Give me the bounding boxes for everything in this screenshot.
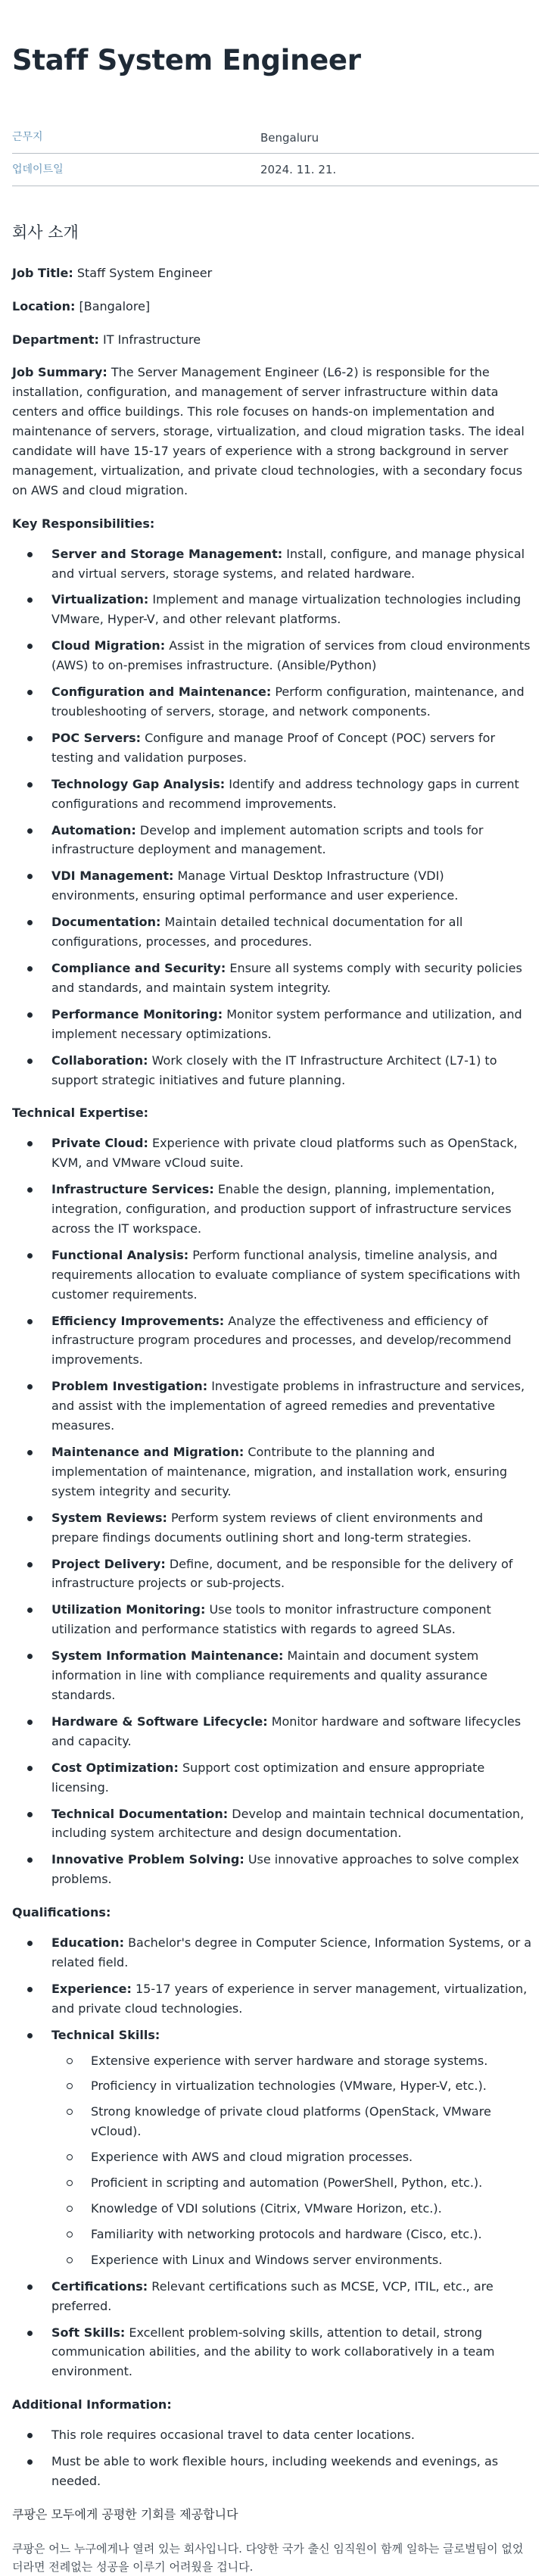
item-label: Documentation: bbox=[51, 915, 161, 930]
list-item bbox=[51, 1442, 533, 1502]
list-item bbox=[51, 1180, 533, 1239]
item-label: Efficiency Improvements: bbox=[51, 1313, 225, 1328]
item-label: Configuration and Maintenance: bbox=[51, 685, 272, 700]
meta-row-updated bbox=[12, 154, 539, 186]
item-text: Support cost optimization and ensure appropriate licensing. bbox=[51, 1760, 485, 1795]
item-text: Monitor hardware and software lifecycles and capacity. bbox=[51, 1714, 522, 1748]
item-label: Compliance and Security: bbox=[51, 960, 226, 975]
item-label: System Reviews: bbox=[51, 1510, 167, 1525]
job-title-line bbox=[12, 264, 533, 283]
list-item bbox=[51, 1933, 533, 1973]
list-item bbox=[51, 1979, 533, 2019]
item-text: Experience with private cloud platforms such as OpenStack, KVM, and VMware vCloud suite. bbox=[51, 1136, 518, 1171]
location-value: [Bangalore] bbox=[79, 298, 151, 313]
meta-row-location bbox=[12, 129, 539, 154]
item-text: Perform configuration, maintenance, and troubleshooting of servers, storage, and network components. bbox=[51, 685, 525, 719]
list-item bbox=[51, 2026, 533, 2270]
item-text: Monitor system performance and utilization, and implement necessary optimizations. bbox=[51, 1006, 522, 1041]
job-meta-table bbox=[12, 129, 539, 186]
list-item bbox=[51, 590, 533, 629]
qualifications-list bbox=[12, 1933, 533, 2381]
location-line bbox=[12, 297, 533, 317]
list-item bbox=[51, 1804, 533, 1844]
technical-skills-list bbox=[51, 2051, 533, 2270]
department-value: IT Infrastructure bbox=[102, 332, 201, 347]
list-item bbox=[51, 1246, 533, 1305]
list-item: Experience with Linux and Windows server environments. bbox=[91, 2250, 533, 2270]
item-text: Perform system reviews of client environments and prepare findings documents outlining short and long-term strategies. bbox=[51, 1510, 484, 1545]
item-text: Define, document, and be responsible for the delivery of infrastructure projects or sub-projects. bbox=[51, 1556, 513, 1591]
item-label: Problem Investigation: bbox=[51, 1379, 208, 1394]
list-item: Experience with AWS and cloud migration processes. bbox=[91, 2147, 533, 2167]
job-summary bbox=[12, 363, 533, 500]
item-text: Implement and manage virtualization technologies including VMware, Hyper-V, and other relevant platforms. bbox=[51, 592, 522, 627]
list-item: This role requires occasional travel to data center locations. bbox=[51, 2425, 533, 2445]
list-item bbox=[51, 1646, 533, 1705]
list-item bbox=[51, 912, 533, 952]
list-item bbox=[51, 1508, 533, 1548]
equal-opportunity-title: 쿠팡은 모두에게 공평한 기회를 제공합니다 bbox=[12, 2506, 238, 2521]
item-text: Investigate problems in infrastructure and services, and assist with the implementation of agreed remedies and preventative measures. bbox=[51, 1379, 525, 1433]
item-label: Utilization Monitoring: bbox=[51, 1602, 206, 1617]
item-text: Use tools to monitor infrastructure component utilization and performance statistics with regards to agreed SLAs. bbox=[51, 1602, 491, 1637]
responsibilities-title: Key Responsibilities: bbox=[12, 516, 155, 531]
item-text: Enable the design, planning, implementation, integration, configuration, and production support of infrastructure services across the IT workspace. bbox=[51, 1182, 512, 1236]
job-title-value: Staff System Engineer bbox=[76, 265, 213, 280]
item-label: System Information Maintenance: bbox=[51, 1648, 284, 1664]
list-item bbox=[51, 1850, 533, 1889]
item-text: Contribute to the planning and implementation of maintenance, migration, and installation work, ensuring system integrity and security. bbox=[51, 1445, 508, 1499]
item-text: Develop and maintain technical documentation, including system architecture and design documentation. bbox=[51, 1806, 525, 1841]
list-item: Familiarity with networking protocols and hardware (Cisco, etc.). bbox=[91, 2225, 533, 2244]
item-label: Certifications: bbox=[51, 2278, 148, 2294]
list-item bbox=[51, 2323, 533, 2382]
list-item bbox=[51, 866, 533, 906]
list-item bbox=[51, 1051, 533, 1090]
item-label: Maintenance and Migration: bbox=[51, 1445, 244, 1459]
list-item bbox=[51, 1134, 533, 1173]
list-item: Proficient in scripting and automation (PowerShell, Python, etc.). bbox=[91, 2173, 533, 2193]
job-title-label: Job Title: bbox=[12, 265, 73, 280]
item-label: Collaboration: bbox=[51, 1053, 148, 1068]
item-label: Technology Gap Analysis: bbox=[51, 776, 226, 791]
item-text: Work closely with the IT Infrastructure Architect (L7-1) to support strategic initiatives and future planning. bbox=[51, 1053, 497, 1087]
item-label: Private Cloud: bbox=[51, 1136, 148, 1151]
item-label: Cloud Migration: bbox=[51, 638, 166, 653]
item-label: Server and Storage Management: bbox=[51, 546, 283, 561]
item-text: Configure and manage Proof of Concept (POC) servers for testing and validation purposes. bbox=[51, 730, 496, 765]
meta-value-updated: 2024. 11. 21. bbox=[260, 163, 337, 177]
job-summary-label: Job Summary: bbox=[12, 365, 107, 380]
department-label: Department: bbox=[12, 332, 99, 347]
meta-key-location: 근무지 bbox=[12, 131, 43, 144]
item-label: Soft Skills: bbox=[51, 2325, 126, 2340]
list-item bbox=[51, 1377, 533, 1436]
list-item bbox=[51, 1600, 533, 1639]
list-item bbox=[51, 959, 533, 998]
expertise-list bbox=[12, 1134, 533, 1889]
item-label: Cost Optimization: bbox=[51, 1760, 179, 1775]
meta-value-location: Bengaluru bbox=[260, 131, 319, 145]
item-label: Experience: bbox=[51, 1981, 132, 1996]
item-text: Assist in the migration of services from cloud environments (AWS) to on-premises infrastructure. (Ansible/Python) bbox=[51, 638, 531, 673]
list-item: Strong knowledge of private cloud platforms (OpenStack, VMware vCloud). bbox=[91, 2102, 533, 2141]
item-label: Automation: bbox=[51, 822, 136, 837]
item-label: Technical Documentation: bbox=[51, 1806, 229, 1821]
list-item bbox=[51, 682, 533, 722]
item-label: POC Servers: bbox=[51, 730, 141, 745]
list-item bbox=[51, 821, 533, 860]
list-item bbox=[51, 1712, 533, 1751]
list-item: Extensive experience with server hardware and storage systems. bbox=[91, 2051, 533, 2071]
list-item bbox=[51, 728, 533, 768]
expertise-title: Technical Expertise: bbox=[12, 1106, 149, 1121]
item-label: Education: bbox=[51, 1935, 124, 1951]
item-text: Use innovative approaches to solve complex problems. bbox=[51, 1852, 519, 1887]
department-line bbox=[12, 330, 533, 350]
list-item bbox=[51, 1555, 533, 1594]
list-item bbox=[51, 636, 533, 675]
qualifications-title: Qualifications: bbox=[12, 1905, 111, 1920]
additional-info-list bbox=[12, 2425, 533, 2491]
item-text: 15-17 years of experience in server management, virtualization, and private cloud technologies. bbox=[51, 1981, 528, 2016]
list-item: Knowledge of VDI solutions (Citrix, VMware Horizon, etc.). bbox=[91, 2199, 533, 2219]
item-text: Ensure all systems comply with security policies and standards, and maintain system integrity. bbox=[51, 960, 522, 995]
page-title: Staff System Engineer bbox=[12, 44, 361, 76]
job-summary-text: The Server Management Engineer (L6-2) is responsible for the installation, configuration, and management of server infrastructure within data centers and office buildings. This role focuses on hands-on implementation and maintenance of servers, storage, virtualization, and cloud migration tasks. The ideal candidate will have 15-17 years of experience with a strong background in server management, virtualization, and private cloud technologies, with a secondary focus on AWS and cloud migration. bbox=[12, 365, 525, 497]
item-label: Technical Skills: bbox=[51, 2027, 160, 2042]
item-text: Manage Virtual Desktop Infrastructure (VDI) environments, ensuring optimal performance and user experience. bbox=[51, 869, 459, 903]
meta-key-updated: 업데이트일 bbox=[12, 164, 64, 176]
responsibilities-list bbox=[12, 544, 533, 1090]
item-label: Functional Analysis: bbox=[51, 1247, 189, 1262]
item-label: Hardware & Software Lifecycle: bbox=[51, 1714, 268, 1729]
list-item bbox=[51, 2277, 533, 2316]
company-intro-heading: 회사 소개 bbox=[12, 223, 79, 242]
item-label: Project Delivery: bbox=[51, 1556, 166, 1571]
location-label: Location: bbox=[12, 298, 76, 313]
item-text: Analyze the effectiveness and efficiency of infrastructure program procedures and processes, and develop/recommend improvements. bbox=[51, 1313, 512, 1368]
list-item bbox=[51, 1005, 533, 1044]
item-text: Bachelor's degree in Computer Science, Information Systems, or a related field. bbox=[51, 1935, 532, 1969]
item-text: Identify and address technology gaps in current configurations and recommend improvements. bbox=[51, 776, 519, 811]
list-item bbox=[51, 544, 533, 584]
item-text: Develop and implement automation scripts and tools for infrastructure deployment and management. bbox=[51, 822, 484, 857]
item-text: Maintain detailed technical documentation for all configurations, processes, and procedures. bbox=[51, 915, 463, 950]
item-text: Excellent problem-solving skills, attention to detail, strong communication abilities, and the ability to work collaboratively in a team environment. bbox=[51, 2325, 495, 2379]
item-text: Install, configure, and manage physical and virtual servers, storage systems, and related hardware. bbox=[51, 546, 525, 581]
list-item: Must be able to work flexible hours, including weekends and evenings, as needed. bbox=[51, 2452, 533, 2491]
additional-info-title: Additional Information: bbox=[12, 2397, 172, 2412]
list-item bbox=[51, 775, 533, 814]
item-label: Innovative Problem Solving: bbox=[51, 1852, 244, 1867]
item-text: Relevant certifications such as MCSE, VCP, ITIL, etc., are preferred. bbox=[51, 2278, 494, 2313]
item-label: Performance Monitoring: bbox=[51, 1006, 223, 1021]
item-label: Virtualization: bbox=[51, 592, 149, 607]
equal-opportunity-text: 쿠팡은 어느 누구에게나 열려 있는 회사입니다. 다양한 국가 출신 임직원이 함께 일하는 글로벌팀이 없었더라면 전례없는 성공을 이루기 어려웠을 겁니다. bbox=[12, 2541, 524, 2574]
list-item: Proficiency in virtualization technologies (VMware, Hyper-V, etc.). bbox=[91, 2076, 533, 2096]
list-item bbox=[51, 1311, 533, 1371]
item-label: Infrastructure Services: bbox=[51, 1182, 214, 1197]
item-text: Perform functional analysis, timeline analysis, and requirements allocation to evaluate compliance of system specifications with customer requirements. bbox=[51, 1247, 521, 1302]
item-text: Maintain and document system information in line with compliance requirements and quality assurance standards. bbox=[51, 1648, 487, 1702]
list-item bbox=[51, 1758, 533, 1798]
item-label: VDI Management: bbox=[51, 869, 174, 884]
